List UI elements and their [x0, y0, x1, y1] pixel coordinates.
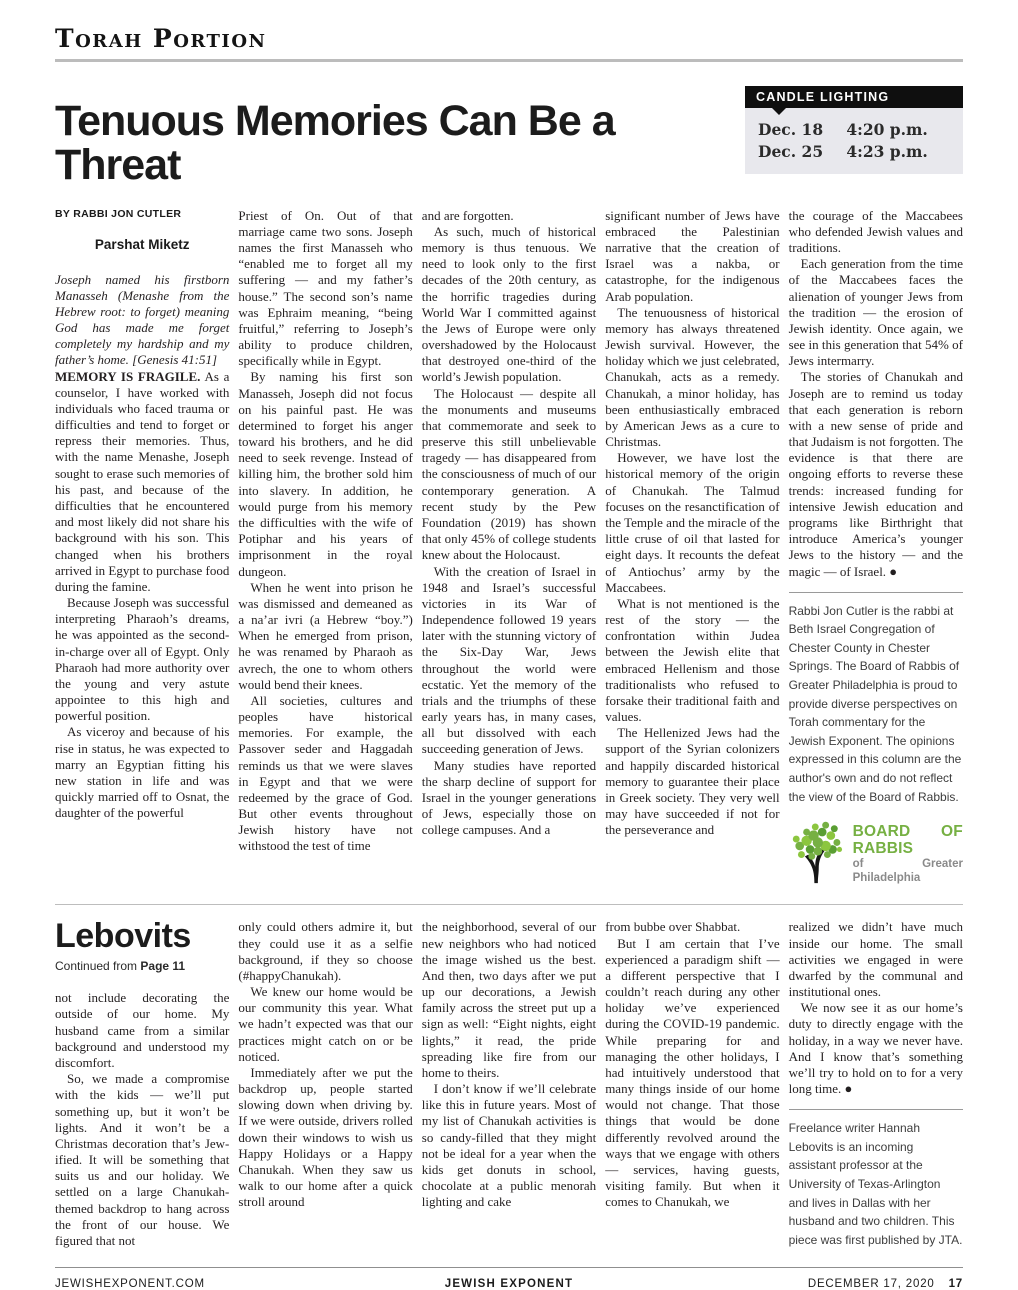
paragraph: So, we made a compromise with the kids — we’ll put something up, but it won’t be lights. And it won’t be a Christmas decoration that’s Jew-ified. It will be something that suits us and our holiday. We settled on a large Chanukah-themed backdrop to hang across the front of our house. We figured that not [55, 1071, 230, 1248]
paragraph: Immediately after we put the backdrop up, people started slowing down when driving by. If we were outside, drivers rolled down their windows to wish us Happy Holidays or a Happy Chanukah. When they saw us walk to our home after a quick stroll around [238, 1064, 413, 1210]
footer-website: JEWISHEXPONENT.COM [55, 1278, 205, 1290]
paragraph: only could others admire it, but they could use it as a selfie background, if they so choose (#happyChanukah). [238, 919, 413, 983]
tree-icon [789, 820, 845, 888]
footer-right [573, 1278, 963, 1290]
section-label: Torah Portion [55, 24, 267, 53]
candle-lighting-box [745, 86, 963, 174]
paragraph: However, we have lost the historical memory of the origin of Chanukah. The Talmud focuses on the resanctification of the Temple and the miracle of the little cruse of oil that lasted for eight days. It recounts the defeat of Antiochus’ army by the Maccabees. [605, 450, 780, 595]
paragraph: We now see it as our home’s duty to directly engage with the holiday, in a way we never have. And I know that’s something we’ll try to hold on to for a very long time. ● [788, 1000, 963, 1097]
candle-time: 4:20 p.m. [846, 120, 928, 139]
article-column-5 [789, 208, 963, 889]
paragraph: All societies, cultures and peoples have historical memories. For example, the Passover seder and Haggadah reminds us that we were slaves in Egypt and that we were redeemed by the grace of God. But other events throughout Jewish history have not withstood the test of time [238, 692, 413, 854]
paragraph: realized we didn’t have much inside our home. The small activities we engaged in were dwarfed by the communal and institutional ones. [788, 919, 963, 1000]
paragraph [55, 369, 229, 595]
paragraph: the courage of the Maccabees who defended Jewish values and traditions. [788, 207, 963, 256]
headline-row [55, 86, 963, 188]
page-footer [55, 1267, 963, 1290]
footer-brand: JEWISH EXPONENT [444, 1278, 574, 1290]
article-column-3 [422, 208, 596, 889]
paragraph: Each generation from the time of the Maccabees faces the alienation of younger Jews from the tradition — the erosion of Jewish identity. Once again, we see in this generation that 54% of Jews intermarry. [788, 256, 963, 369]
paragraph: As viceroy and because of his rise in status, he was expected to marry an Egyptian fitting his new station in life and was quickly married off to Osnat, the daughter of the powerful [55, 724, 230, 821]
paragraph: The Hellenized Jews had the support of the Syrian colonizers and happily discarded historical memory to guarantee their place in Greek society. They very well may have succeeded if not for the perseverance and [605, 725, 780, 838]
paragraph: from bubbe over Shabbat. [605, 919, 741, 935]
article-headline: Tenuous Memories Can Be a Threat [55, 97, 615, 189]
paragraph: the neighborhood, several of our new neighbors who had noticed the image wished us the best. And then, two days after we put up our decorations, a Jewish family across the street put up a sign as well: “Eight nights, eight lights,” it read, the pride spreading like fire from our home to theirs. [421, 919, 597, 1080]
paragraph: Because Joseph was successful interpreting Pharaoh’s dreams, he was appointed as the second-in-charge over all of Egypt. Only Pharaoh had more authority over the young and very astute appointee to this high and powerful position. [55, 595, 230, 724]
paragraph: By naming his first son Manasseh, Joseph did not focus on his painful past. He was determined to forget his anger toward his brothers, and he did need to seek revenge. Instead of killing him, the brother sold him into slavery. In addition, he would purge from his memory the difficulties with the wife of Potiphar and his years of imprisonment in the royal dungeon. [238, 369, 413, 579]
paragraph: The Holocaust — despite all the monuments and museums that commemorate and seek to preserve this still unbelievable tragedy — has disappeared from the consciousness of much of our contemporary generation. A recent study by the Pew Foundation (2019) has shown that only 45% of college students knew about the Holocaust. [421, 385, 597, 563]
paragraph: When he went into prison he was dismissed and demeaned as a na’ar ivri (a Hebrew “boy.”) When he emerged from prison, he was renamed by Pharaoh as avrech, the one to whom others would bend their knees. [238, 579, 413, 692]
paragraph: We knew our home would be our community this year. What we hadn’t expected was that our practices might catch on or be noticed. [238, 984, 413, 1064]
candle-date: Dec. 18 [758, 120, 824, 139]
footer-date: DECEMBER 17, 2020 [807, 1278, 935, 1290]
article-body [55, 208, 963, 889]
logo-subtitle: of Greater Philadelphia [852, 858, 963, 885]
paragraph: As such, much of historical memory is thus tenuous. We need to look only to the first decades of the 20th century, as the horrific tragedies during World War I committed against the Jews of Europe were only overshadowed by the Holocaust that destroyed one-third of the world’s Jewish population. [421, 223, 597, 385]
paragraph-lead-in: MEMORY IS FRAGILE. [55, 368, 201, 384]
board-of-rabbis-logo [789, 820, 963, 888]
paragraph: But I am certain that I’ve experienced a paradigm shift — a different perspective that I couldn’t reach during any other holiday we’ve experienced during the COVID-19 pandemic. While preparing for and managing the other holidays, I had intuitively understood that many things inside of our home would not change. That those things that would be done differently revolved around the ways that we engage with others — services, having guests, visiting family. But when it comes to Chanukah, we [605, 935, 780, 1210]
candle-time: 4:23 p.m. [846, 142, 928, 162]
paragraph: The stories of Chanukah and Joseph are to remind us today that each generation is reborn with a new sense of pride and that Judaism is not forgotten. The evidence is that there are ongoing efforts to reverse these trends: increased funding for intensive Jewish education and programs like Birthright that introduce America’s younger Jews to the history — and the magic — of Israel. ● [788, 369, 963, 579]
paragraph: not include decorating the outside of our home. My husband came from a similar background and understood my discomfort. [55, 990, 230, 1070]
candle-date: Dec. 25 [758, 142, 824, 162]
section-divider [55, 904, 963, 905]
author-bio: Rabbi Jon Cutler is the rabbi at Beth Israel Congregation of Chester County in Chester Springs. The Board of Rabbis of Greater Philadelphia is proud to provide diverse perspectives on Torah commentary for the Jewish Exponent. The opinions expressed in this column are the author's own and do not reflect the view of the Board of Rabbis. [789, 592, 963, 807]
article-column-1 [55, 208, 229, 889]
footer-page-number: 17 [948, 1278, 963, 1290]
paragraph: I don’t know if we’ll celebrate like this in future years. Most of my list of Chanukah activities is so candy-filled that they might not be ideal for a year when the kids get donuts in school, chocolate at a public menorah lighting and cake [421, 1081, 597, 1210]
continued-page-ref: Page 11 [140, 959, 186, 974]
paragraph: Priest of On. Out of that marriage came two sons. Joseph names the first Manasseh who “enabled me to forget all my suffering — and my father’s house.” The second son’s name was Ephraim meaning, “being fruitful,” referring to Joseph’s ability to produce children, specifically while in Egypt. [238, 207, 413, 369]
paragraph: and are forgotten. [421, 207, 514, 223]
candle-row [758, 141, 950, 163]
scripture-quote: Joseph named his firstborn Manasseh (Menashe from the Hebrew root: to forget) meaning God has made me forget completely my hardship and my father’s home. [Genesis 41:51] [55, 271, 230, 368]
paragraph: What is not mentioned is the rest of the story — the confrontation within Judea between the Jewish elite that embraced Hellenism and those traditionalists who refused to forsake their traditional faith and values. [605, 595, 780, 725]
paragraph: With the creation of Israel in 1948 and Israel’s successful victories in its War of Independence followed 19 years later with the stunning victory of the Six-Day War, Jews throughout the world were ecstatic. Yet the memory of the trials and the triumphs of these early years has, in many cases, all but dissolved with each succeeding generation of Jews. [421, 563, 597, 757]
paragraph: Many studies have reported the sharp decline of support for Israel in the younger generations of Jews, especially those on college campuses. And a [421, 757, 597, 838]
byline: BY RABBI JON CUTLER [55, 207, 182, 220]
candle-lighting-header [745, 86, 963, 108]
candle-lighting-body [745, 108, 963, 174]
candle-lighting-title: CANDLE LIGHTING [756, 90, 890, 104]
candle-row [758, 119, 950, 141]
continued-from-line [55, 959, 229, 974]
author-bio: Freelance writer Hannah Lebovits is an incoming assistant professor at the University of Texas-Arlington and lives in Dallas with her husband and two children. This piece was first published by JTA. [789, 1109, 963, 1249]
paragraph: significant number of Jews have embraced the Palestinian narrative that the creation of Israel was a nakba, or catastrophe, for the indigenous Arab population. [605, 207, 780, 304]
article-column-2 [238, 208, 412, 889]
logo-title: BOARD OF RABBIS [852, 822, 963, 857]
pointer-triangle-icon [771, 107, 787, 115]
continued-prefix: Continued from [55, 959, 141, 974]
paragraph: The tenuousness of historical memory has always threatened Jewish survival. However, the holiday which we just celebrated, Chanukah, acts as a remedy. Chanukah, a minor holiday, has been enthusiastically embraced by American Jews as a cure to Christmas. [605, 304, 780, 450]
section-rule [55, 59, 963, 62]
lebovits-heading: Lebovits [55, 917, 191, 956]
parshat-title: Parshat Miketz [94, 236, 190, 252]
logo-text [853, 823, 963, 886]
article-column-4 [605, 208, 779, 889]
paragraph-text: As a counselor, I have worked with individuals who faced trauma or difficulties and tend to forget or repress their memories. Thus, with the name Menashe, Joseph sought to erase such memories of his past, and because of the difficulties that he encountered and most likely did not share his background with his son. This changed when his brothers arrived in Egypt to purchase food during the famine. [55, 368, 230, 594]
